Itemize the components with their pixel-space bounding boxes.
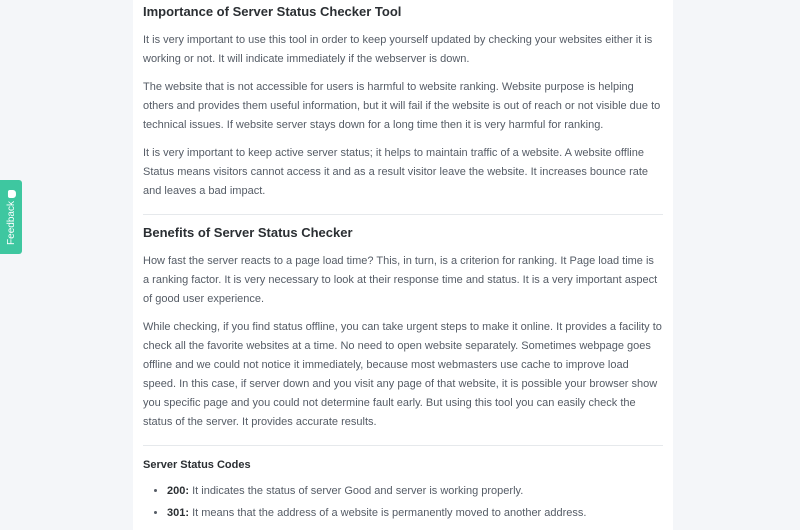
paragraph: The website that is not accessible for users is harmful to website ranking. Website purpose is helping others and provides them useful information, but it will fail if the website is out of reach or not visible due to technical issues. If website server stays down for a long time then it is very harmful for ranking. — [143, 81, 661, 131]
section-title-benefits: Benefits of Server Status Checker — [143, 225, 353, 240]
feedback-label: Feedback — [5, 200, 17, 245]
status-codes-list — [143, 480, 663, 524]
status-code-description: It indicates the status of server Good and server is working properly. — [189, 485, 524, 497]
feedback-content — [6, 190, 17, 245]
status-codes-title: Server Status Codes — [143, 459, 251, 471]
section-benefits — [143, 223, 663, 432]
feedback-button[interactable] — [0, 180, 22, 254]
section-divider — [143, 445, 663, 446]
section-status-codes — [143, 457, 663, 524]
section-title-importance: Importance of Server Status Checker Tool — [143, 4, 402, 19]
list-item — [167, 480, 663, 502]
status-code-description: It means that the address of a website is permanently moved to another address. — [189, 507, 587, 519]
status-code: 200: — [167, 485, 190, 497]
list-item — [167, 502, 663, 524]
paragraph: It is very important to keep active server status; it helps to maintain traffic of a website. A website offline Status means visitors cannot access it and as a result visitor leave the website. It increases bounce rate and leaves a bad impact. — [143, 147, 649, 197]
section-importance — [143, 2, 663, 201]
section-divider — [143, 214, 663, 215]
paragraph: How fast the server reacts to a page load time? This, in turn, is a criterion for ranking. It Page load time is a ranking factor. It is very necessary to look at their response time and status. It is a very important aspect of good user experience. — [143, 255, 658, 305]
paragraph: While checking, if you find status offline, you can take urgent steps to make it online. It provides a facility to check all the favorite websites at a time. No need to open website separately. Sometimes webpage goes offline and we could not notice it immediately, because most webmasters use cache to improve load speed. In this case, if server down and you visit any page of that website, it is possible your browser show you specific page and you could not determine fault early. But using this tool you can easily check the status of the server. It provides accurate results. — [143, 321, 662, 428]
hand-icon — [7, 190, 15, 198]
paragraph: It is very important to use this tool in order to keep yourself updated by checking your websites either it is working or not. It will indicate immediately if the webserver is down. — [143, 34, 653, 65]
article-card — [133, 0, 673, 530]
status-code: 301: — [167, 507, 190, 519]
